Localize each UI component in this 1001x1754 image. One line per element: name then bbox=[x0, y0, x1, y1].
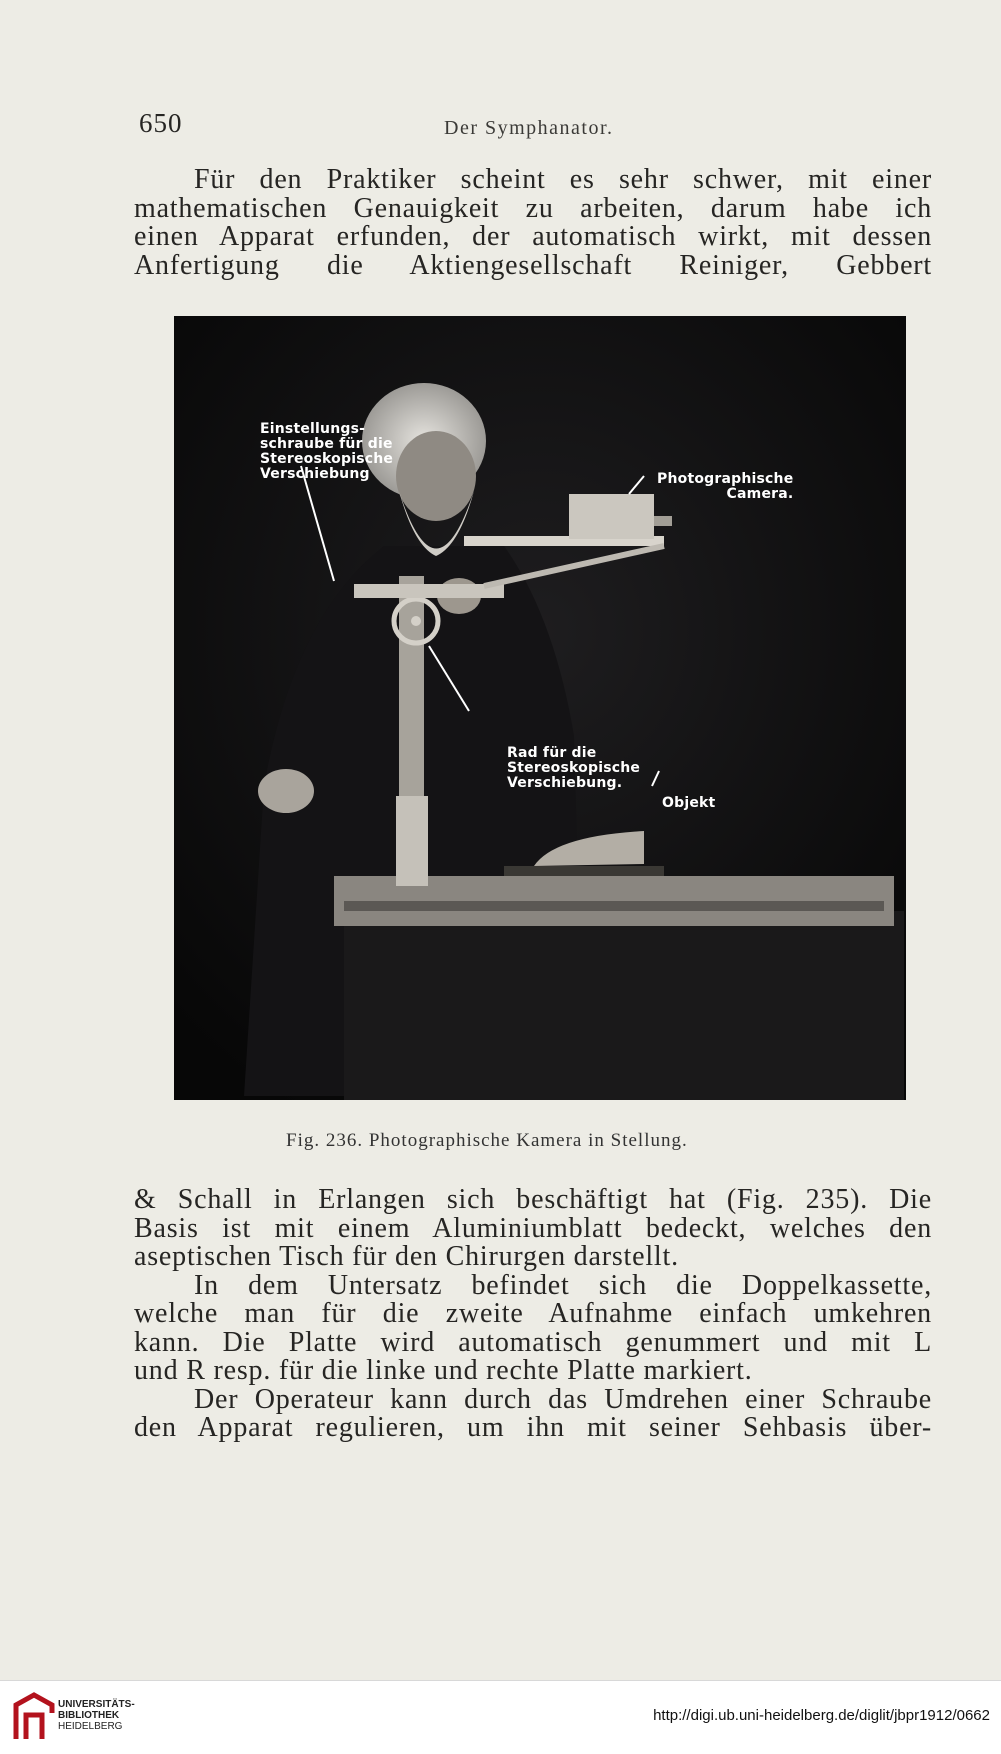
label-line: Verschiebung. bbox=[507, 775, 623, 791]
label-line: Rad für die bbox=[507, 745, 597, 761]
page-number: 650 bbox=[139, 108, 183, 138]
library-name-line: BIBLIOTHEK bbox=[58, 1710, 120, 1721]
figure-caption: Fig. 236. Photographische Kamera in Stellung. bbox=[286, 1130, 688, 1151]
label-line: Verschiebung bbox=[260, 466, 370, 482]
label-line: Einstellungs- bbox=[260, 421, 366, 437]
library-logo-icon[interactable] bbox=[12, 1691, 56, 1743]
label-line: schraube für die bbox=[260, 436, 393, 452]
text-line: aseptischen Tisch für den Chirurgen darstellt. bbox=[134, 1241, 679, 1272]
label-line: Stereoskopische bbox=[260, 451, 394, 467]
text-line: den Apparat regulieren, um ihn mit seiner Sehbasis über- bbox=[134, 1412, 932, 1443]
label-line: Camera. bbox=[726, 486, 794, 502]
text-line: kann. Die Platte wird automatisch genummert und mit L bbox=[134, 1326, 932, 1358]
label-line: Photographische bbox=[657, 471, 794, 487]
running-title: Der Symphanator. bbox=[444, 117, 614, 139]
text-line: Für den Praktiker scheint es sehr schwer, mit einer bbox=[194, 164, 932, 195]
digital-library-footer bbox=[0, 1680, 1001, 1754]
text-line: welche man für die zweite Aufnahme einfach umkehren bbox=[134, 1298, 932, 1329]
figure-photograph bbox=[174, 316, 906, 1100]
library-name[interactable] bbox=[58, 1699, 135, 1732]
label-wheel bbox=[507, 746, 640, 791]
library-name-line: UNIVERSITÄTS- bbox=[58, 1699, 135, 1710]
text-line: und R resp. für die linke und rechte Platte markiert. bbox=[134, 1355, 753, 1386]
permalink-url[interactable]: http://digi.ub.uni-heidelberg.de/diglit/jbpr1912/0662 bbox=[653, 1707, 990, 1724]
paragraph-bottom bbox=[134, 1186, 932, 1443]
text-line: & Schall in Erlangen sich beschäftigt hat (Fig. 235). Die bbox=[134, 1184, 932, 1215]
library-name-line: HEIDELBERG bbox=[58, 1721, 123, 1732]
label-camera bbox=[657, 472, 793, 502]
label-line: Stereoskopische bbox=[507, 760, 641, 776]
paragraph-top bbox=[134, 166, 932, 280]
label-object: Objekt bbox=[662, 795, 716, 811]
text-line: Der Operateur kann durch das Umdrehen einer Schraube bbox=[194, 1383, 932, 1415]
text-line: In dem Untersatz befindet sich die Doppelkassette, bbox=[194, 1269, 932, 1301]
text-line: Basis ist mit einem Aluminiumblatt bedeckt, welches den bbox=[134, 1212, 932, 1244]
label-adjustment-screw bbox=[260, 422, 393, 482]
text-line: Anfertigung die Aktiengesellschaft Reiniger, Gebbert bbox=[134, 249, 932, 281]
text-line: mathematischen Genauigkeit zu arbeiten, darum habe ich bbox=[134, 192, 932, 224]
text-line: einen Apparat erfunden, der automatisch wirkt, mit dessen bbox=[134, 221, 932, 252]
